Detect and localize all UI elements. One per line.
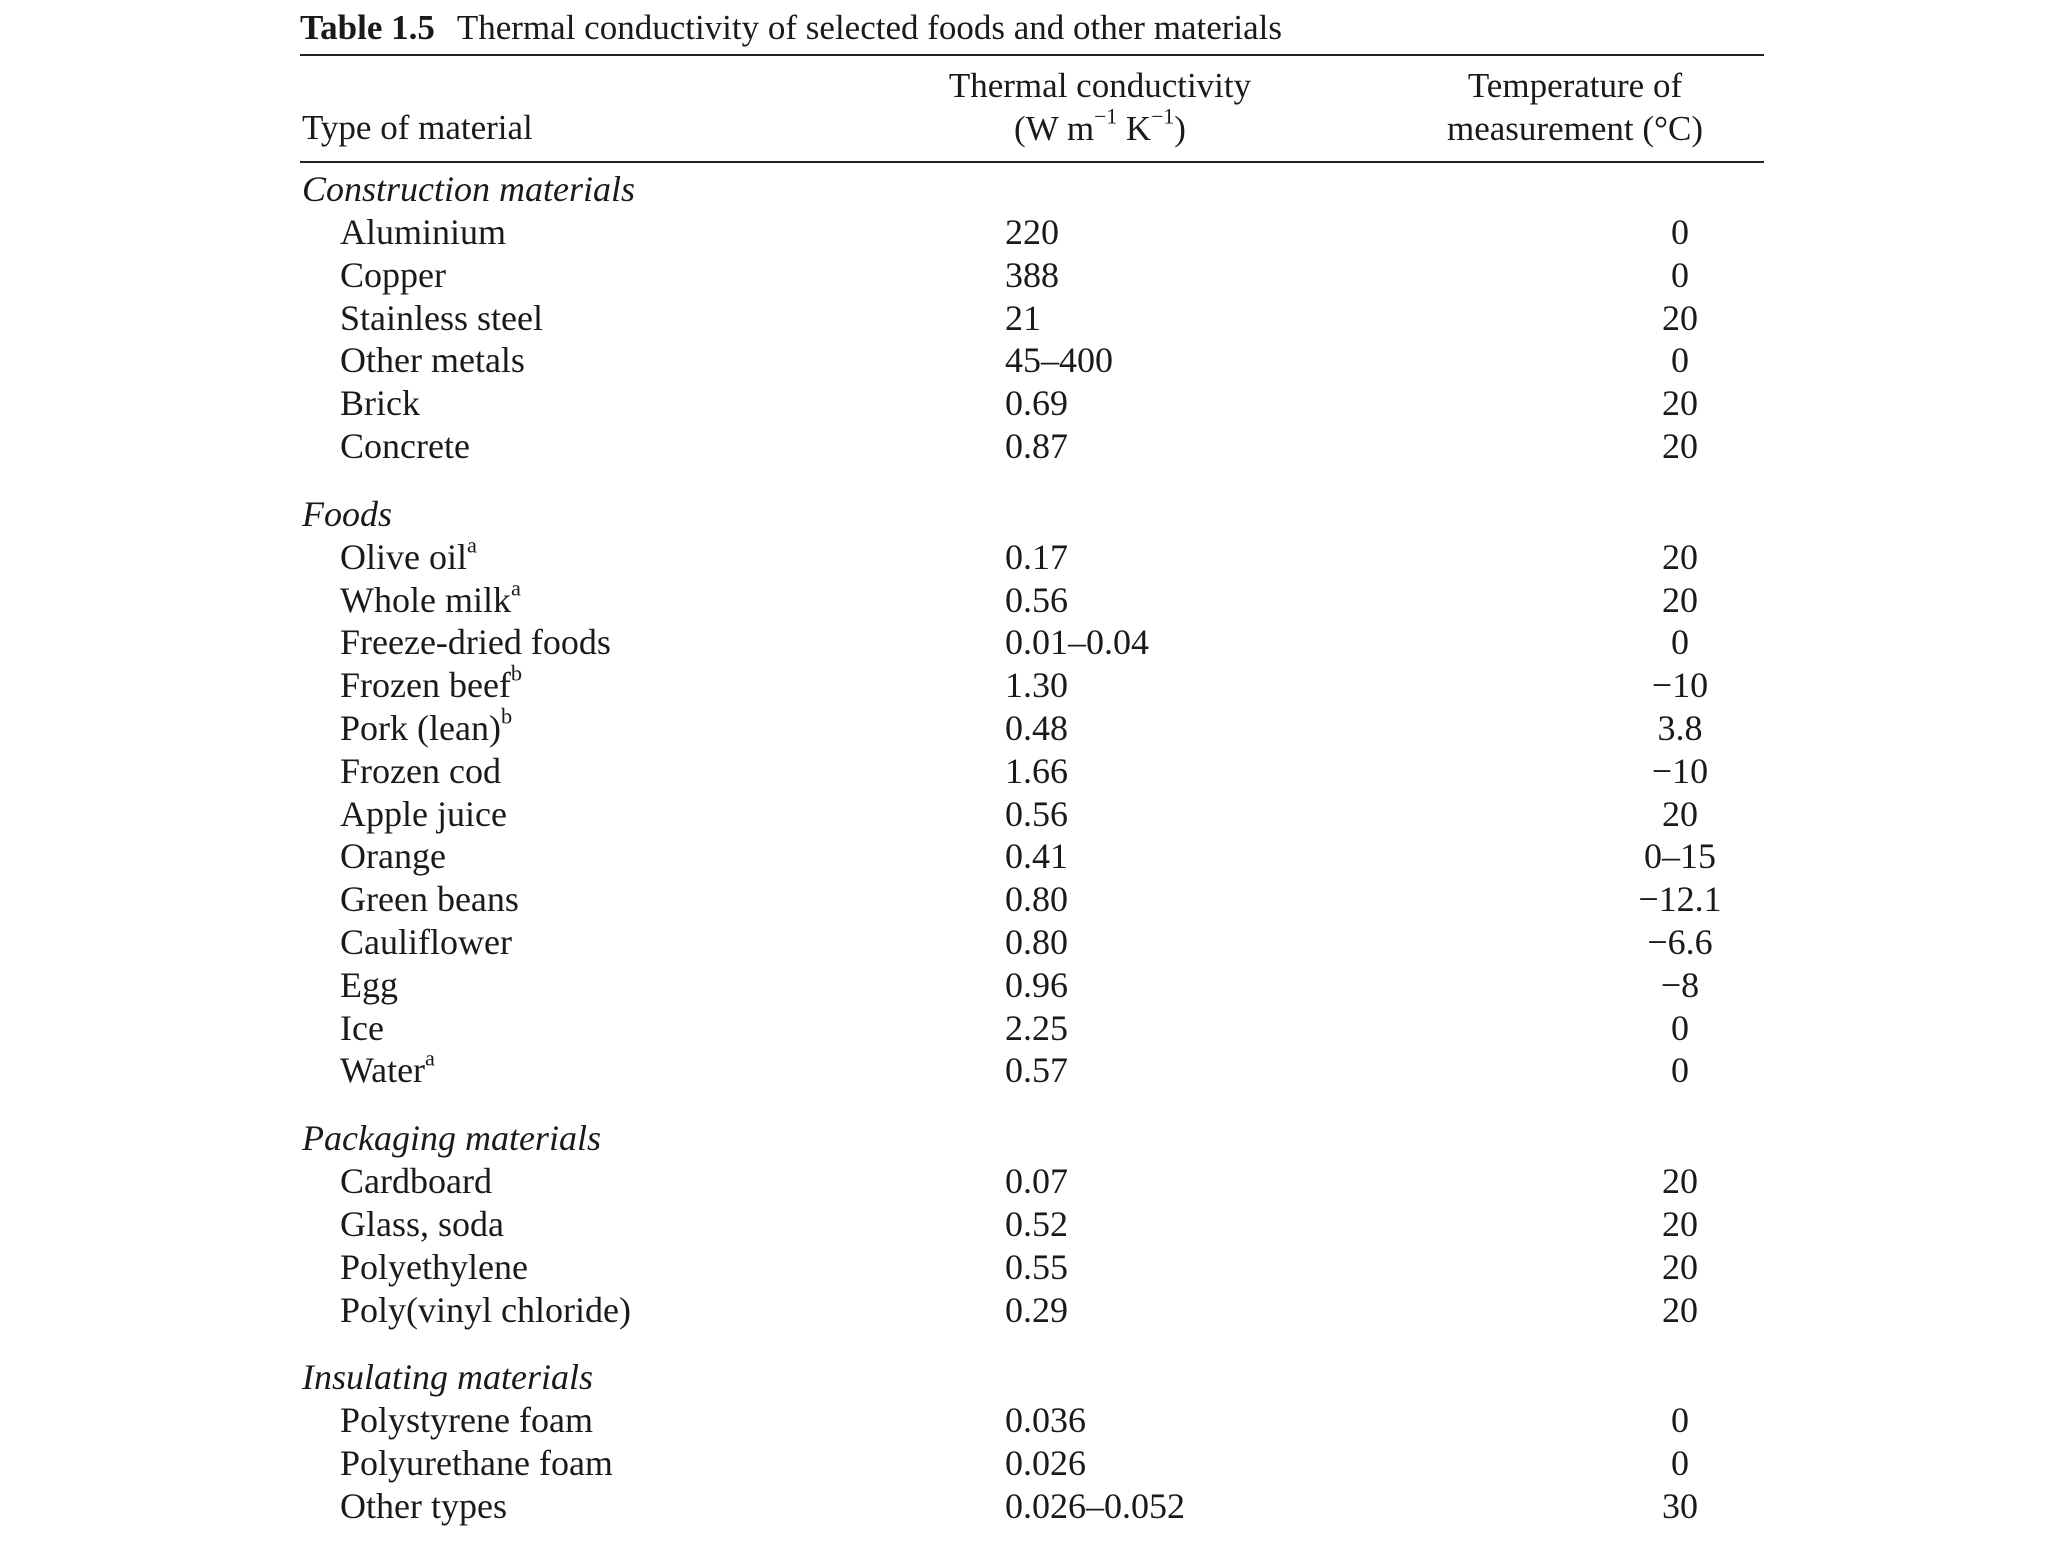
table-row: [300, 382, 1764, 425]
temperature-cell: 20: [1662, 425, 1698, 466]
material-name-cell: [340, 339, 525, 381]
material-name-cell: [340, 1160, 492, 1202]
conductivity-cell: 2.25: [1005, 1007, 1068, 1048]
units-suffix: ): [1174, 109, 1186, 148]
table-row: [300, 254, 1764, 297]
header-conductivity-title: Thermal conductivity: [948, 66, 1252, 105]
material-name: Copper: [340, 254, 446, 295]
table-row: [300, 211, 1764, 254]
conductivity-cell: 0.80: [1005, 879, 1068, 920]
temperature-cell: 20: [1662, 793, 1698, 834]
material-name: Water: [340, 1050, 426, 1091]
temperature-cell: 0: [1671, 1050, 1689, 1091]
temperature-cell: 20: [1662, 579, 1698, 620]
table-row: [300, 835, 1764, 878]
material-name: Olive oil: [340, 536, 467, 577]
table-row: [300, 793, 1764, 836]
material-name-cell: [340, 921, 512, 963]
material-name-cell: [340, 793, 507, 835]
conductivity-cell: 0.41: [1005, 836, 1068, 877]
temperature-cell: −12.1: [1638, 879, 1722, 920]
temperature-cell: 0: [1671, 340, 1689, 381]
material-name: Polyethylene: [340, 1246, 528, 1287]
material-name: Other types: [340, 1485, 507, 1526]
footnote-marker: b: [510, 660, 523, 686]
material-name: Freeze-dried foods: [340, 622, 611, 663]
material-name-cell: [340, 532, 477, 578]
table-row: [300, 1007, 1764, 1050]
header-temperature: [1420, 64, 1730, 150]
table-row: [300, 878, 1764, 921]
material-name: Frozen cod: [340, 750, 501, 791]
table-row: [300, 621, 1764, 664]
conductivity-cell: 0.17: [1005, 536, 1068, 577]
conductivity-cell: 0.52: [1005, 1203, 1068, 1244]
material-name-cell: [340, 878, 519, 920]
conductivity-cell: 0.29: [1005, 1289, 1068, 1330]
temperature-cell: 3.8: [1657, 707, 1703, 748]
table-row: [300, 964, 1764, 1007]
conductivity-cell: 0.57: [1005, 1050, 1068, 1091]
material-group: [300, 1117, 1764, 1331]
table-row: [300, 297, 1764, 340]
material-group: [300, 1356, 1764, 1527]
material-name-cell: [340, 574, 521, 621]
material-name-cell: [340, 211, 506, 253]
conductivity-cell: 0.80: [1005, 921, 1068, 962]
material-group: [300, 168, 1764, 468]
material-name-cell: [340, 1442, 613, 1484]
group-title: Packaging materials: [302, 1118, 601, 1159]
conductivity-cell: 0.55: [1005, 1246, 1068, 1287]
material-name: Other metals: [340, 340, 525, 381]
temperature-cell: 0: [1671, 622, 1689, 663]
conductivity-cell: 388: [1005, 254, 1059, 295]
material-name-cell: [340, 425, 470, 467]
units-kelvin: K: [1117, 109, 1152, 148]
material-name-cell: [340, 835, 446, 877]
table-number: Table 1.5: [300, 8, 435, 47]
temperature-cell: −6.6: [1647, 921, 1713, 962]
material-name-cell: [340, 1485, 507, 1527]
temperature-cell: −10: [1651, 750, 1709, 791]
header-temperature-line1: Temperature of: [1467, 66, 1683, 105]
material-name-cell: [340, 254, 446, 296]
table-row: [300, 1045, 1764, 1092]
material-name: Polystyrene foam: [340, 1400, 593, 1441]
table-row: [300, 703, 1764, 750]
conductivity-cell: 220: [1005, 212, 1059, 252]
material-name-cell: [340, 1203, 504, 1245]
temperature-cell: 0: [1671, 1007, 1689, 1048]
conductivity-cell: 0.48: [1005, 707, 1068, 748]
conductivity-cell: 0.56: [1005, 793, 1068, 834]
material-name: Ice: [340, 1007, 384, 1048]
header-conductivity-units: [850, 104, 1350, 150]
material-name: Cauliflower: [340, 921, 512, 962]
material-name: Concrete: [340, 425, 470, 466]
header-thermal-conductivity: [850, 64, 1350, 150]
table-row: [300, 1399, 1764, 1442]
material-name-cell: [340, 1045, 435, 1091]
temperature-cell: −8: [1660, 964, 1700, 1005]
temperature-cell: 20: [1662, 1289, 1698, 1330]
temperature-cell: 20: [1662, 536, 1698, 577]
material-name-cell: [340, 382, 420, 424]
conductivity-table: [300, 4, 1764, 1553]
conductivity-cell: 0.036: [1005, 1400, 1086, 1441]
header-type-of-material: Type of material: [302, 108, 533, 147]
temperature-cell: 20: [1662, 1246, 1698, 1287]
material-name: Stainless steel: [340, 297, 543, 338]
table-row: [300, 1160, 1764, 1203]
units-exponent-m: −1: [1094, 104, 1118, 129]
conductivity-cell: 0.56: [1005, 579, 1068, 620]
table-row: [300, 1485, 1764, 1528]
material-name: Cardboard: [340, 1161, 492, 1202]
table-row: [300, 750, 1764, 793]
conductivity-cell: 1.66: [1005, 750, 1068, 791]
table-title: Thermal conductivity of selected foods and other materials: [456, 8, 1282, 47]
material-name: Whole milk: [340, 579, 511, 620]
conductivity-cell: 0.026–0.052: [1005, 1485, 1185, 1526]
material-name: Brick: [340, 383, 420, 424]
table-caption: [300, 4, 1764, 54]
material-name-cell: [340, 964, 398, 1006]
material-name-cell: [340, 1399, 593, 1441]
conductivity-cell: 21: [1005, 297, 1041, 338]
units-exponent-k: −1: [1151, 104, 1175, 129]
temperature-cell: 30: [1662, 1485, 1698, 1526]
conductivity-cell: 0.87: [1005, 425, 1068, 466]
temperature-cell: −10: [1651, 665, 1709, 706]
material-name: Orange: [340, 836, 446, 877]
material-name: Glass, soda: [340, 1203, 504, 1244]
conductivity-cell: 45–400: [1005, 340, 1113, 381]
table-row: [300, 425, 1764, 468]
temperature-cell: 0: [1671, 1400, 1689, 1441]
material-name: Polyurethane foam: [340, 1443, 613, 1484]
conductivity-cell: 0.07: [1005, 1161, 1068, 1202]
material-name: Green beans: [340, 879, 519, 920]
material-name-cell: [340, 621, 611, 663]
table-row: [300, 574, 1764, 622]
material-name-cell: [340, 750, 501, 792]
material-name: Pork (lean): [340, 707, 501, 748]
units-prefix: (W m: [1014, 109, 1095, 148]
header-temperature-line2: measurement (°C): [1447, 109, 1703, 148]
material-name-cell: [340, 660, 523, 706]
table-header: [300, 56, 1764, 161]
footnote-marker: a: [510, 574, 521, 600]
conductivity-cell: 0.96: [1005, 964, 1068, 1005]
temperature-cell: 20: [1662, 383, 1698, 424]
table-row: [300, 1246, 1764, 1289]
conductivity-cell: 1.30: [1005, 665, 1068, 706]
conductivity-cell: 0.026: [1005, 1443, 1086, 1484]
temperature-cell: 20: [1662, 297, 1698, 338]
table-row: [300, 1442, 1764, 1485]
temperature-cell: 0–15: [1644, 836, 1716, 877]
conductivity-cell: 0.01–0.04: [1005, 622, 1149, 663]
material-name-cell: [340, 1246, 528, 1288]
material-name: Egg: [340, 964, 398, 1005]
temperature-cell: 0: [1671, 254, 1689, 295]
table-body: [300, 163, 1764, 1528]
temperature-cell: 0: [1671, 212, 1689, 252]
material-name-cell: [340, 297, 543, 339]
table-row: [300, 1203, 1764, 1246]
table-row: [300, 660, 1764, 707]
material-name: Frozen beef: [340, 665, 511, 706]
material-name: Poly(vinyl chloride): [340, 1289, 631, 1330]
table-row: [300, 532, 1764, 579]
table-row: [300, 921, 1764, 964]
material-name: Apple juice: [340, 793, 507, 834]
material-name-cell: [340, 1007, 384, 1049]
footnote-marker: a: [425, 1045, 435, 1071]
footnote-marker: a: [466, 532, 477, 558]
table-row: [300, 339, 1764, 382]
group-title: Insulating materials: [302, 1357, 594, 1398]
material-name: Aluminium: [340, 212, 507, 252]
material-name-cell: [340, 703, 513, 749]
group-title: Construction materials: [302, 169, 636, 209]
temperature-cell: 0: [1671, 1443, 1689, 1484]
material-name-cell: [340, 1289, 631, 1331]
table-row: [300, 1289, 1764, 1332]
conductivity-cell: 0.69: [1005, 383, 1068, 424]
material-group: [300, 493, 1764, 1092]
temperature-cell: 20: [1662, 1203, 1698, 1244]
temperature-cell: 20: [1662, 1161, 1698, 1202]
group-title: Foods: [302, 493, 392, 534]
footnote-marker: b: [500, 703, 513, 729]
